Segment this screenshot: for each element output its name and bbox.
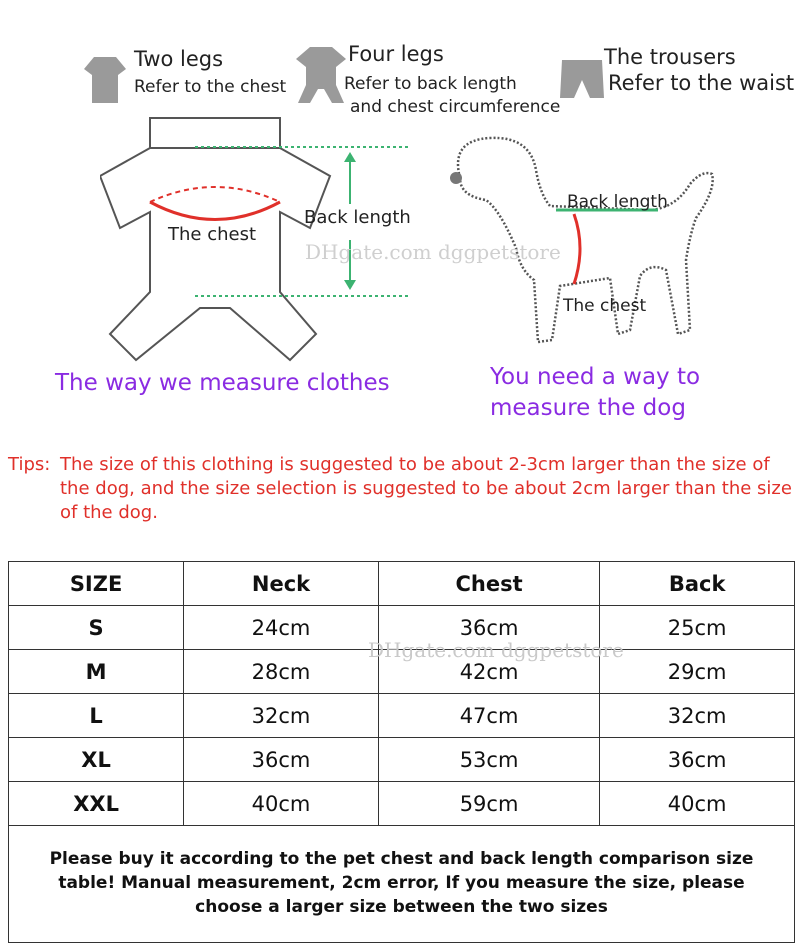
chest-cell: 42cm xyxy=(378,650,599,694)
neck-cell: 24cm xyxy=(184,606,379,650)
caption-measure-clothes: The way we measure clothes xyxy=(55,370,390,396)
header-size: SIZE xyxy=(9,562,184,606)
two-legs-title: Two legs xyxy=(134,47,224,71)
neck-cell: 36cm xyxy=(184,738,379,782)
chest-cell: 36cm xyxy=(378,606,599,650)
back-cell: 36cm xyxy=(600,738,795,782)
tips-block xyxy=(8,453,798,525)
back-cell: 32cm xyxy=(600,694,795,738)
header-back: Back xyxy=(600,562,795,606)
tips-label: Tips: xyxy=(8,454,51,475)
dog-back-length-label: Back length xyxy=(567,192,668,212)
neck-cell: 32cm xyxy=(184,694,379,738)
neck-cell: 40cm xyxy=(184,782,379,826)
trousers-title: The trousers xyxy=(604,45,736,69)
trousers-subtitle: Refer to the waist xyxy=(608,71,795,95)
table-row xyxy=(9,694,795,738)
trousers-icon xyxy=(560,58,604,104)
back-cell: 29cm xyxy=(600,650,795,694)
header-neck: Neck xyxy=(184,562,379,606)
back-cell: 25cm xyxy=(600,606,795,650)
garment-diagram xyxy=(100,112,430,366)
dog-chest-label: The chest xyxy=(563,296,647,316)
back-cell: 40cm xyxy=(600,782,795,826)
four-legs-title: Four legs xyxy=(348,42,444,66)
caption-measure-dog: You need a way to measure the dog xyxy=(490,364,701,422)
table-note-row xyxy=(9,826,795,943)
size-cell: XL xyxy=(9,738,184,782)
table-watermark: DHgate.com dggpetstore xyxy=(368,638,624,662)
header-chest: Chest xyxy=(378,562,599,606)
table-row xyxy=(9,738,795,782)
chest-cell: 59cm xyxy=(378,782,599,826)
neck-cell: 28cm xyxy=(184,650,379,694)
size-cell: XXL xyxy=(9,782,184,826)
four-legs-line1: Refer to back length xyxy=(344,74,517,94)
four-legs-line2: and chest circumference xyxy=(350,97,561,117)
table-row xyxy=(9,782,795,826)
chest-cell: 47cm xyxy=(378,694,599,738)
four-legs-suit-icon xyxy=(296,45,346,109)
size-cell: M xyxy=(9,650,184,694)
chest-cell: 53cm xyxy=(378,738,599,782)
garment-chest-label: The chest xyxy=(168,224,257,245)
size-cell: S xyxy=(9,606,184,650)
two-legs-shirt-icon xyxy=(84,55,126,109)
table-note: Please buy it according to the pet chest and back length comparison size table! Manual measurement, 2cm error, If you measure the size, please choose a larger size between the two sizes xyxy=(9,826,795,943)
size-table xyxy=(8,561,795,943)
table-header-row xyxy=(9,562,795,606)
tips-body: The size of this clothing is suggested to be about 2-3cm larger than the size of the dog, and the size selection is suggested to be about 2cm larger than the size of the dog. xyxy=(60,454,792,523)
diagram-watermark: DHgate.com dggpetstore xyxy=(305,240,561,264)
garment-back-length-label: Back length xyxy=(304,207,411,228)
two-legs-subtitle: Refer to the chest xyxy=(134,77,287,97)
size-cell: L xyxy=(9,694,184,738)
